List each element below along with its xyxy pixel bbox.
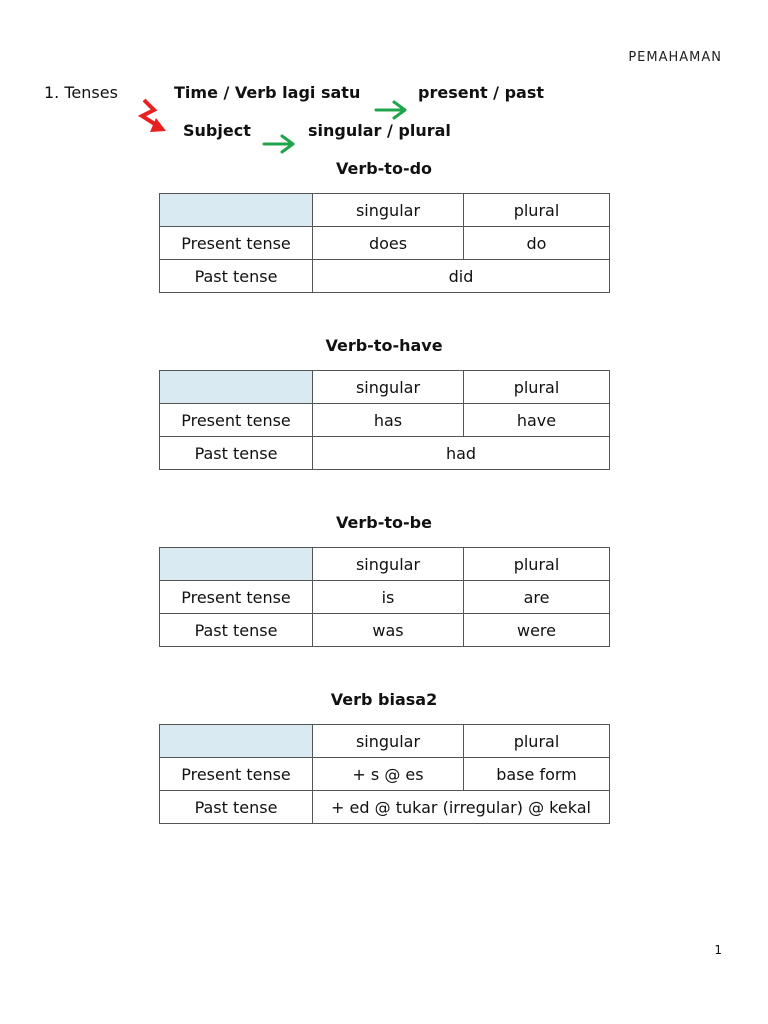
- table-title: Verb biasa2: [330, 690, 438, 709]
- table-header-row: [160, 725, 610, 758]
- row-label: Past tense: [160, 260, 313, 293]
- table-row: [160, 791, 610, 824]
- row-label: Present tense: [160, 404, 313, 437]
- column-header: plural: [464, 194, 610, 227]
- row-label: Present tense: [160, 227, 313, 260]
- table-cell-merged: + ed @ tukar (irregular) @ kekal: [313, 791, 610, 824]
- blank-header-cell: [160, 725, 313, 758]
- column-header: singular: [313, 371, 464, 404]
- verb-to-have-table: [159, 370, 610, 470]
- table-cell: + s @ es: [313, 758, 464, 791]
- column-header: singular: [313, 548, 464, 581]
- row-label: Past tense: [160, 614, 313, 647]
- verb-to-do-table: [159, 193, 610, 293]
- table-cell: do: [464, 227, 610, 260]
- green-arrow-icon: [374, 100, 410, 120]
- table-cell: does: [313, 227, 464, 260]
- table-cell: base form: [464, 758, 610, 791]
- table-cell: is: [313, 581, 464, 614]
- table-header-row: [160, 548, 610, 581]
- header-label: PEMAHAMAN: [628, 50, 722, 65]
- verb-to-be-table: [159, 547, 610, 647]
- table-row: [160, 758, 610, 791]
- column-header: singular: [313, 725, 464, 758]
- table-cell: was: [313, 614, 464, 647]
- column-header: singular: [313, 194, 464, 227]
- table-cell: have: [464, 404, 610, 437]
- table-header-row: [160, 371, 610, 404]
- present-past-label: present / past: [418, 83, 545, 102]
- table-row: [160, 437, 610, 470]
- table-cell: are: [464, 581, 610, 614]
- table-header-row: [160, 194, 610, 227]
- table-cell: were: [464, 614, 610, 647]
- row-label: Present tense: [160, 581, 313, 614]
- singular-plural-label: singular / plural: [308, 121, 451, 140]
- table-cell-merged: did: [313, 260, 610, 293]
- table-title: Verb-to-be: [336, 513, 432, 532]
- blank-header-cell: [160, 371, 313, 404]
- green-arrow-icon: [262, 134, 298, 154]
- column-header: plural: [464, 548, 610, 581]
- row-label: Past tense: [160, 791, 313, 824]
- column-header: plural: [464, 725, 610, 758]
- verb-biasa2-table: [159, 724, 610, 824]
- table-row: [160, 260, 610, 293]
- page-number: 1: [714, 943, 722, 957]
- table-cell: has: [313, 404, 464, 437]
- table-title: Verb-to-have: [325, 336, 443, 355]
- table-row: [160, 227, 610, 260]
- column-header: plural: [464, 371, 610, 404]
- subject-label: Subject: [183, 121, 251, 140]
- blank-header-cell: [160, 548, 313, 581]
- section-number-label: 1. Tenses: [44, 83, 118, 102]
- time-verb-label: Time / Verb lagi satu: [174, 83, 361, 102]
- row-label: Past tense: [160, 437, 313, 470]
- table-row: [160, 581, 610, 614]
- table-row: [160, 614, 610, 647]
- table-title: Verb-to-do: [335, 159, 433, 178]
- row-label: Present tense: [160, 758, 313, 791]
- blank-header-cell: [160, 194, 313, 227]
- red-zigzag-arrow-icon: [134, 96, 172, 136]
- table-row: [160, 404, 610, 437]
- table-cell-merged: had: [313, 437, 610, 470]
